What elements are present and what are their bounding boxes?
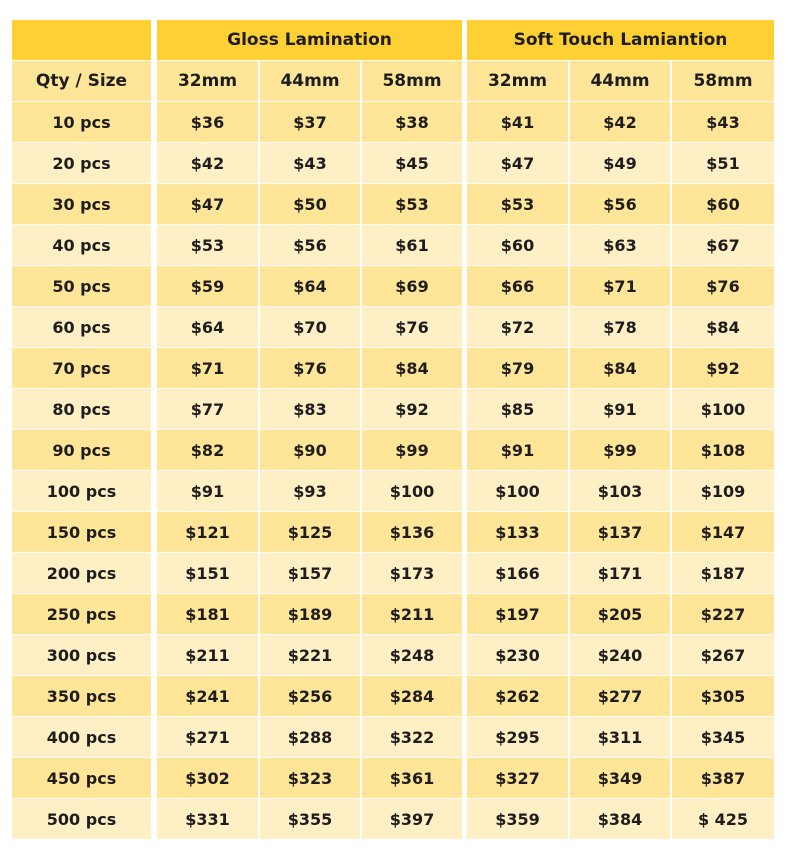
gloss-price-cell: $70 bbox=[260, 307, 360, 347]
gloss-price-cell: $211 bbox=[362, 594, 462, 634]
soft-touch-price-cell: $345 bbox=[672, 717, 774, 757]
gloss-price-cell: $221 bbox=[260, 635, 360, 675]
gloss-price-cell: $83 bbox=[260, 389, 360, 429]
size-header: 58mm bbox=[362, 61, 462, 101]
gloss-price-cell: $45 bbox=[362, 143, 462, 183]
soft-touch-price-cell: $197 bbox=[467, 594, 568, 634]
gloss-price-cell: $323 bbox=[260, 758, 360, 798]
qty-cell: 40 pcs bbox=[12, 225, 151, 265]
gloss-price-cell: $47 bbox=[157, 184, 258, 224]
gloss-price-cell: $302 bbox=[157, 758, 258, 798]
gloss-price-cell: $64 bbox=[260, 266, 360, 306]
gloss-price-cell: $71 bbox=[157, 348, 258, 388]
soft-touch-price-cell: $99 bbox=[570, 430, 670, 470]
soft-touch-price-cell: $72 bbox=[467, 307, 568, 347]
gloss-price-cell: $151 bbox=[157, 553, 258, 593]
qty-cell: 80 pcs bbox=[12, 389, 151, 429]
soft-touch-price-cell: $109 bbox=[672, 471, 774, 511]
soft-touch-price-cell: $71 bbox=[570, 266, 670, 306]
size-header: 44mm bbox=[260, 61, 360, 101]
gloss-price-cell: $76 bbox=[260, 348, 360, 388]
size-header: 32mm bbox=[467, 61, 568, 101]
gloss-price-cell: $37 bbox=[260, 102, 360, 142]
gloss-price-cell: $157 bbox=[260, 553, 360, 593]
gloss-price-cell: $36 bbox=[157, 102, 258, 142]
soft-touch-price-cell: $60 bbox=[672, 184, 774, 224]
soft-touch-price-cell: $166 bbox=[467, 553, 568, 593]
soft-touch-price-cell: $51 bbox=[672, 143, 774, 183]
soft-touch-price-cell: $230 bbox=[467, 635, 568, 675]
soft-touch-price-cell: $ 425 bbox=[672, 799, 774, 839]
gloss-price-cell: $331 bbox=[157, 799, 258, 839]
gloss-price-cell: $288 bbox=[260, 717, 360, 757]
soft-touch-price-cell: $41 bbox=[467, 102, 568, 142]
soft-touch-price-cell: $262 bbox=[467, 676, 568, 716]
gloss-price-cell: $82 bbox=[157, 430, 258, 470]
gloss-price-cell: $50 bbox=[260, 184, 360, 224]
soft-touch-price-cell: $100 bbox=[467, 471, 568, 511]
soft-touch-price-cell: $384 bbox=[570, 799, 670, 839]
gloss-price-cell: $90 bbox=[260, 430, 360, 470]
qty-cell: 20 pcs bbox=[12, 143, 151, 183]
gloss-price-cell: $397 bbox=[362, 799, 462, 839]
qty-cell: 300 pcs bbox=[12, 635, 151, 675]
soft-touch-price-cell: $137 bbox=[570, 512, 670, 552]
gloss-price-cell: $59 bbox=[157, 266, 258, 306]
soft-touch-price-cell: $267 bbox=[672, 635, 774, 675]
soft-touch-price-cell: $295 bbox=[467, 717, 568, 757]
corner-cell bbox=[12, 20, 151, 60]
soft-touch-price-cell: $85 bbox=[467, 389, 568, 429]
gloss-price-cell: $92 bbox=[362, 389, 462, 429]
qty-cell: 400 pcs bbox=[12, 717, 151, 757]
gloss-price-cell: $53 bbox=[362, 184, 462, 224]
soft-touch-price-cell: $240 bbox=[570, 635, 670, 675]
soft-touch-price-cell: $205 bbox=[570, 594, 670, 634]
qty-cell: 50 pcs bbox=[12, 266, 151, 306]
gloss-price-cell: $69 bbox=[362, 266, 462, 306]
gloss-price-cell: $121 bbox=[157, 512, 258, 552]
group-header: Soft Touch Lamiantion bbox=[467, 20, 774, 60]
soft-touch-price-cell: $76 bbox=[672, 266, 774, 306]
soft-touch-price-cell: $43 bbox=[672, 102, 774, 142]
qty-cell: 60 pcs bbox=[12, 307, 151, 347]
gloss-price-cell: $189 bbox=[260, 594, 360, 634]
gloss-price-cell: $125 bbox=[260, 512, 360, 552]
gloss-price-cell: $181 bbox=[157, 594, 258, 634]
gloss-price-cell: $38 bbox=[362, 102, 462, 142]
gloss-price-cell: $173 bbox=[362, 553, 462, 593]
gloss-price-cell: $53 bbox=[157, 225, 258, 265]
soft-touch-price-cell: $79 bbox=[467, 348, 568, 388]
soft-touch-price-cell: $92 bbox=[672, 348, 774, 388]
qty-cell: 200 pcs bbox=[12, 553, 151, 593]
gloss-price-cell: $136 bbox=[362, 512, 462, 552]
gloss-price-cell: $99 bbox=[362, 430, 462, 470]
gloss-price-cell: $61 bbox=[362, 225, 462, 265]
qty-cell: 450 pcs bbox=[12, 758, 151, 798]
qty-cell: 70 pcs bbox=[12, 348, 151, 388]
soft-touch-price-cell: $277 bbox=[570, 676, 670, 716]
soft-touch-price-cell: $133 bbox=[467, 512, 568, 552]
gloss-price-cell: $76 bbox=[362, 307, 462, 347]
qty-cell: 100 pcs bbox=[12, 471, 151, 511]
gloss-price-cell: $77 bbox=[157, 389, 258, 429]
soft-touch-price-cell: $359 bbox=[467, 799, 568, 839]
gloss-price-cell: $100 bbox=[362, 471, 462, 511]
soft-touch-price-cell: $91 bbox=[467, 430, 568, 470]
soft-touch-price-cell: $100 bbox=[672, 389, 774, 429]
soft-touch-price-cell: $91 bbox=[570, 389, 670, 429]
gloss-price-cell: $284 bbox=[362, 676, 462, 716]
soft-touch-price-cell: $49 bbox=[570, 143, 670, 183]
soft-touch-price-cell: $305 bbox=[672, 676, 774, 716]
soft-touch-price-cell: $311 bbox=[570, 717, 670, 757]
soft-touch-price-cell: $147 bbox=[672, 512, 774, 552]
soft-touch-price-cell: $78 bbox=[570, 307, 670, 347]
gloss-price-cell: $355 bbox=[260, 799, 360, 839]
soft-touch-price-cell: $349 bbox=[570, 758, 670, 798]
soft-touch-price-cell: $227 bbox=[672, 594, 774, 634]
soft-touch-price-cell: $327 bbox=[467, 758, 568, 798]
gloss-price-cell: $241 bbox=[157, 676, 258, 716]
group-header: Gloss Lamination bbox=[157, 20, 462, 60]
qty-cell: 350 pcs bbox=[12, 676, 151, 716]
qty-cell: 90 pcs bbox=[12, 430, 151, 470]
gloss-price-cell: $211 bbox=[157, 635, 258, 675]
gloss-price-cell: $42 bbox=[157, 143, 258, 183]
soft-touch-price-cell: $66 bbox=[467, 266, 568, 306]
size-header: 32mm bbox=[157, 61, 258, 101]
qty-cell: 150 pcs bbox=[12, 512, 151, 552]
gloss-price-cell: $56 bbox=[260, 225, 360, 265]
gloss-price-cell: $93 bbox=[260, 471, 360, 511]
soft-touch-price-cell: $103 bbox=[570, 471, 670, 511]
gloss-price-cell: $84 bbox=[362, 348, 462, 388]
qty-cell: 30 pcs bbox=[12, 184, 151, 224]
gloss-price-cell: $64 bbox=[157, 307, 258, 347]
gloss-price-cell: $248 bbox=[362, 635, 462, 675]
soft-touch-price-cell: $187 bbox=[672, 553, 774, 593]
size-header: 44mm bbox=[570, 61, 670, 101]
qty-cell: 250 pcs bbox=[12, 594, 151, 634]
gloss-price-cell: $271 bbox=[157, 717, 258, 757]
soft-touch-price-cell: $84 bbox=[570, 348, 670, 388]
size-header: 58mm bbox=[672, 61, 774, 101]
soft-touch-price-cell: $171 bbox=[570, 553, 670, 593]
gloss-price-cell: $43 bbox=[260, 143, 360, 183]
soft-touch-price-cell: $53 bbox=[467, 184, 568, 224]
soft-touch-price-cell: $108 bbox=[672, 430, 774, 470]
gloss-price-cell: $322 bbox=[362, 717, 462, 757]
soft-touch-price-cell: $60 bbox=[467, 225, 568, 265]
qty-cell: 10 pcs bbox=[12, 102, 151, 142]
soft-touch-price-cell: $84 bbox=[672, 307, 774, 347]
soft-touch-price-cell: $67 bbox=[672, 225, 774, 265]
gloss-price-cell: $361 bbox=[362, 758, 462, 798]
soft-touch-price-cell: $63 bbox=[570, 225, 670, 265]
qty-cell: 500 pcs bbox=[12, 799, 151, 839]
soft-touch-price-cell: $56 bbox=[570, 184, 670, 224]
qty-size-header: Qty / Size bbox=[12, 61, 151, 101]
soft-touch-price-cell: $42 bbox=[570, 102, 670, 142]
soft-touch-price-cell: $47 bbox=[467, 143, 568, 183]
gloss-price-cell: $91 bbox=[157, 471, 258, 511]
soft-touch-price-cell: $387 bbox=[672, 758, 774, 798]
gloss-price-cell: $256 bbox=[260, 676, 360, 716]
